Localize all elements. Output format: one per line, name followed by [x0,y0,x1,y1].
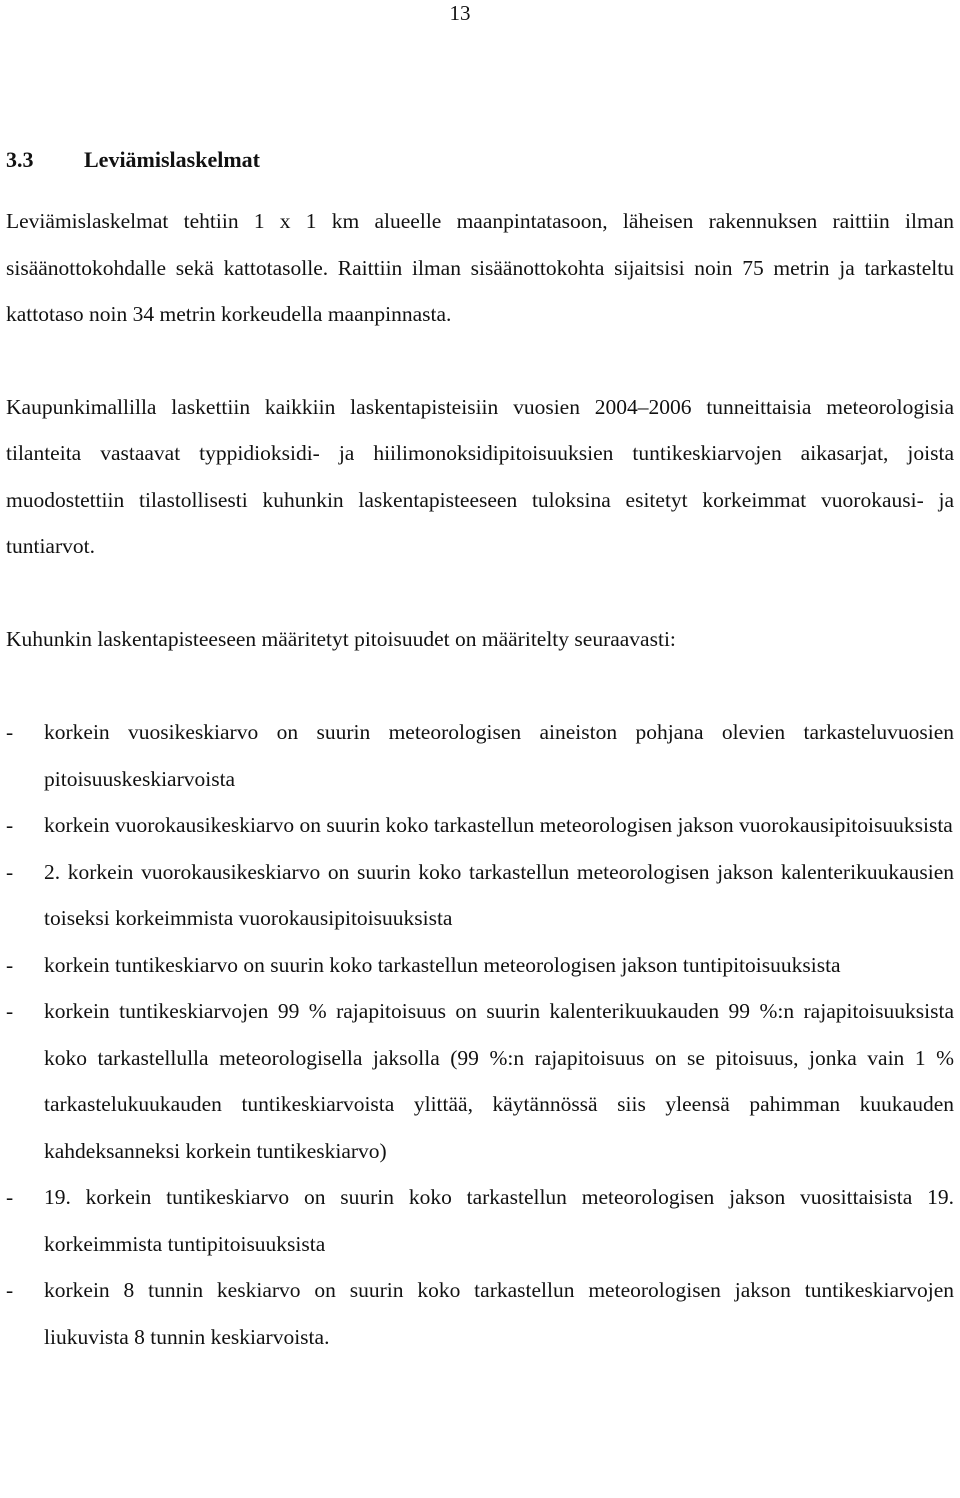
bullet-dash: - [6,952,14,977]
list-item [6,942,954,989]
list-item-text: korkein tuntikeskiarvo on suurin koko tarkastellun meteorologisen jakson tuntipitoisuuksista [44,952,841,977]
document-body [6,137,954,1360]
bullet-dash: - [6,720,14,744]
list-item [6,1267,954,1360]
bullet-dash: - [6,813,14,837]
list-item [6,988,954,1174]
paragraph-city-model: Kaupunkimallilla laskettiin kaikkiin laskentapisteisiin vuosien 2004–2006 tunneittaisia meteorologisia tilanteita vastaavat typpidioksidi- ja hiilimonoksidipitoisuuksien tuntikeskiarvojen aikasarjat, joista muodostettiin tilastollisesti kuhunkin laskentapisteeseen tuloksina esitetyt korkeimmat vuorokausi- ja tuntiarvot. [6,394,954,558]
bullet-dash: - [6,1185,14,1209]
list-item [6,709,954,802]
list-item-text: korkein tuntikeskiarvojen 99 % rajapitoisuus on suurin kalenterikuukauden 99 %:n rajapitoisuuksista koko tarkastellulla meteorologisella jaksolla (99 %:n rajapitoisuus on se pitoisuus, jonka vain 1 % tarkastelukuukauden tuntikeskiarvoista ylittää, käytännössä siis yleensä pahimman kuukauden kahdeksanneksi korkein tuntikeskiarvo) [44,999,954,1163]
list-item-text: korkein vuorokausikeskiarvo on suurin koko tarkastellun meteorologisen jakson vuorokausipitoisuuksista [44,813,953,837]
section-number: 3.3 [6,147,34,172]
section-heading [6,137,954,183]
bullet-dash: - [6,859,14,884]
bullet-dash: - [6,1278,14,1302]
page-number: 13 [449,1,471,25]
list-item-text: korkein 8 tunnin keskiarvo on suurin koko tarkastellun meteorologisen jakson tuntikeskiarvojen liukuvista 8 tunnin keskiarvoista. [44,1278,954,1349]
list-item [6,1174,954,1267]
list-item [6,802,954,849]
bullet-dash: - [6,999,14,1023]
list-item-text: korkein vuosikeskiarvo on suurin meteorologisen aineiston pohjana olevien tarkasteluvuosien pitoisuuskeskiarvoista [44,720,954,791]
paragraph-definitions-intro: Kuhunkin laskentapisteeseen määritetyt pitoisuudet on määritelty seuraavasti: [6,626,676,651]
paragraph-calculation-scope: Leviämislaskelmat tehtiin 1 x 1 km alueelle maanpintatasoon, läheisen rakennuksen raittiin ilman sisäänottokohdalle sekä kattotasolle. Raittiin ilman sisäänottokohta sijaitsisi noin 75 metrin ja tarkasteltu kattotaso noin 34 metrin korkeudella maanpinnasta. [6,209,954,326]
list-item [6,849,954,942]
list-item-text: 2. korkein vuorokausikeskiarvo on suurin koko tarkastellun meteorologisen jakson kalenterikuukausien toiseksi korkeimmista vuorokausipitoisuuksista [44,859,954,930]
list-item-text: 19. korkein tuntikeskiarvo on suurin koko tarkastellun meteorologisen jakson vuosittaisista 19. korkeimmista tuntipitoisuuksista [44,1185,954,1256]
definitions-list [6,709,954,1360]
section-title: Leviämislaskelmat [84,147,260,172]
